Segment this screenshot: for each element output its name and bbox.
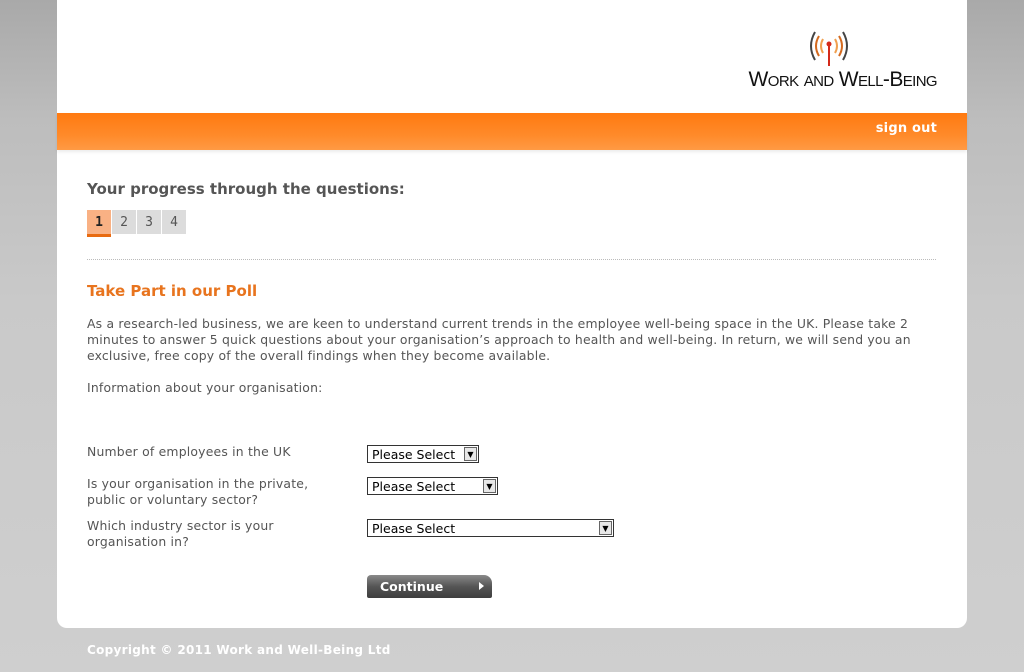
- question-label-employees: Number of employees in the UK: [87, 444, 291, 459]
- sector-select-value: Please Select: [372, 478, 456, 494]
- footer-copyright: Copyright © 2011 Work and Well-Being Ltd: [87, 643, 391, 657]
- sign-out-link[interactable]: sign out: [875, 121, 937, 136]
- progress-step-3: 3: [137, 210, 161, 234]
- continue-button[interactable]: [367, 575, 492, 598]
- logo-text: Work and Well-Being: [748, 68, 937, 91]
- arrow-right-icon: [479, 582, 484, 590]
- progress-steps: [87, 210, 186, 237]
- continue-label: Continue: [380, 579, 444, 594]
- question-label-sector: Is your organisation in the private, public or voluntary sector?: [87, 476, 309, 507]
- brand-logo[interactable]: [727, 24, 937, 94]
- industry-select-value: Please Select: [372, 520, 456, 536]
- chevron-down-icon[interactable]: ▼: [483, 479, 496, 493]
- progress-step-1: 1: [87, 210, 111, 237]
- antenna-logo-icon: [801, 24, 857, 68]
- poll-title: Take Part in our Poll: [87, 282, 258, 300]
- chevron-down-icon[interactable]: ▼: [599, 521, 612, 535]
- employees-select-value: Please Select: [372, 446, 456, 462]
- progress-title: Your progress through the questions:: [87, 180, 405, 198]
- page-container: [57, 0, 967, 628]
- progress-step-4: 4: [162, 210, 186, 234]
- employees-select[interactable]: [367, 445, 479, 463]
- question-label-industry: Which industry sector is your organisation in?: [87, 518, 274, 549]
- header-bar: [57, 113, 967, 150]
- info-label: Information about your organisation:: [87, 380, 323, 395]
- divider: [87, 259, 936, 260]
- progress-step-2: 2: [112, 210, 136, 234]
- poll-intro-text: As a research-led business, we are keen to understand current trends in the employee well-being space in the UK. Please take 2 minutes to answer 5 quick questions about your organisation’s approach to health and well-being. In return, we will send you an exclusive, free copy of the overall findings when they become available.: [87, 316, 911, 363]
- industry-select[interactable]: [367, 519, 614, 537]
- sector-select[interactable]: [367, 477, 498, 495]
- chevron-down-icon[interactable]: ▼: [464, 447, 477, 461]
